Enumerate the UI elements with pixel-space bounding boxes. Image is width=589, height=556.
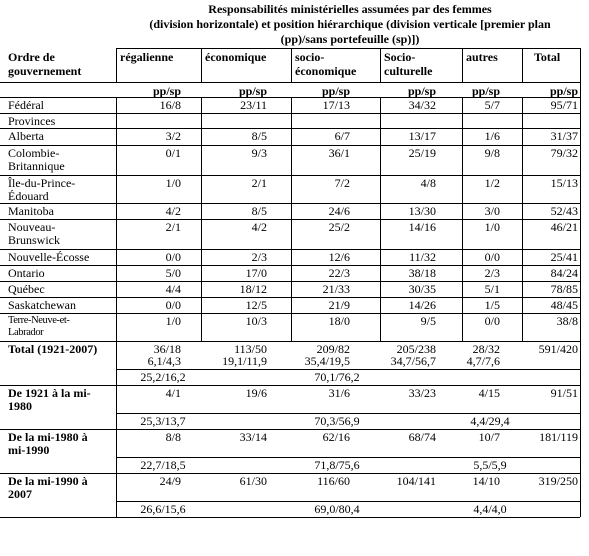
pp-sp-subheader: pp/sp [321,84,350,98]
row-label-line: Saskatchewan [8,298,76,312]
period-cell: 36/18 [153,342,181,356]
table-cell: 23/11 [240,98,267,112]
group-percentage-cell: 4,4/29,4 [470,414,510,428]
row-label [8,267,45,280]
row-label [8,99,44,112]
horizontal-rule [0,82,580,83]
table-cell: 21/9 [328,298,350,312]
table-cell: 0/0 [484,250,500,264]
row-label-line: De la mi-1990 à [8,474,88,488]
table-cell: 16/8 [159,98,181,112]
vertical-rule [201,48,202,82]
column-header-label: Socio- [384,50,416,64]
table-cell: 9/5 [420,314,436,328]
vertical-rule [380,48,381,82]
percentage-cell: 19,1/11,9 [222,354,267,368]
row-label-line: Île-du-Prince- [8,176,76,190]
table-cell: 6/7 [334,129,350,143]
row-label [8,283,45,296]
title-line-3: (pp)/sans portefeuille (sp)]) [280,32,420,46]
percentage-cell: 34,7/56,7 [390,354,436,368]
period-cell: 205/238 [396,342,436,356]
percentage-cell: 35,4/19,5 [304,354,350,368]
table-cell: 14/26 [408,298,436,312]
period-cell: 91/51 [550,386,578,400]
period-cell: 31/6 [328,386,350,400]
table-cell: 78/85 [550,282,578,296]
row-label-line: Alberta [8,129,44,143]
table-cell: 25/2 [328,220,350,234]
table-cell: 24/6 [328,204,350,218]
group-percentage-cell: 71,8/75,6 [314,458,360,472]
pp-sp-subheader: pp/sp [549,84,578,98]
table-cell: 1/2 [484,176,500,190]
period-cell: 209/82 [316,342,350,356]
table-cell: 1/0 [484,220,500,234]
row-label [8,387,91,413]
row-label [8,205,54,218]
row-label-line: 1980 [8,399,32,413]
table-cell: 34/32 [408,98,436,112]
row-label [8,147,65,173]
row-label-line: Manitoba [8,204,54,218]
column-header-label: économique [295,64,357,78]
row-label [8,299,76,312]
row-label-line: De la mi-1980 à [8,430,88,444]
column-header-label: régalienne [120,50,174,64]
row-label [8,130,44,143]
column-header-total [534,50,560,64]
table-cell: 22/3 [328,266,350,280]
row-label [8,315,69,339]
table-title [120,2,580,47]
table-cell: 36/1 [328,146,350,160]
period-cell: 8/8 [165,430,181,444]
period-cell: 4/15 [478,386,500,400]
table-cell: 48/45 [550,298,578,312]
table-cell: 79/32 [550,146,578,160]
table-cell: 30/35 [408,282,436,296]
period-cell: 4/1 [165,386,181,400]
row-label [8,343,97,356]
group-percentage-cell: 22,7/18,5 [140,458,186,472]
group-percentage-cell: 70,3/56,9 [314,414,360,428]
table-cell: 8/5 [251,204,267,218]
pp-sp-subheader: pp/sp [407,84,436,98]
period-cell: 104/141 [396,474,436,488]
table-cell: 7/2 [334,176,350,190]
column-header-label: culturelle [384,64,433,78]
row-label-line: Total (1921-2007) [8,342,98,356]
table-cell: 52/43 [550,204,578,218]
table-cell: 3/0 [484,204,500,218]
group-percentage-cell: 25,3/13,7 [140,414,186,428]
row-label-line: Ontario [8,266,45,280]
period-cell: 61/30 [239,474,267,488]
title-line-2: (division horizontale) et position hiérarchique (division verticale [premier plan [149,17,551,31]
table-cell: 38/18 [408,266,436,280]
group-percentage-cell: 5,5/5,9 [473,458,507,472]
table-cell: 25/41 [550,250,578,264]
vertical-rule [462,48,463,82]
row-label [8,251,89,264]
vertical-rule [291,48,292,82]
table-cell: 2/1 [251,176,267,190]
row-label-line: Édouard [8,189,49,203]
table-cell: 38/8 [556,314,578,328]
table-cell: 17/0 [245,266,267,280]
horizontal-rule [116,48,580,49]
period-cell: 33/23 [408,386,436,400]
group-percentage-cell: 4,4/4,0 [473,502,507,516]
group-percentage-cell: 69,0/80,4 [314,502,360,516]
column-header-label: autres [466,50,498,64]
table-cell: 18/12 [239,282,267,296]
table-cell: 0/0 [165,250,181,264]
table-cell: 10/3 [245,314,267,328]
period-cell: 33/14 [239,430,267,444]
period-cell: 24/9 [159,474,181,488]
row-label-line: Nouvelle-Écosse [8,250,90,264]
table-cell: 1/5 [484,298,500,312]
horizontal-rule [0,113,580,114]
column-header-label: Total [534,50,561,64]
table-cell: 14/16 [408,220,436,234]
period-cell: 181/119 [539,430,578,444]
row-label [8,475,88,501]
group-percentage-cell: 70,1/76,2 [314,370,360,384]
vertical-rule [522,48,523,82]
title-line-1: Responsabilités ministérielles assumées par des femmes [208,2,492,16]
period-cell: 113/50 [234,342,267,356]
table-cell: 0/1 [165,146,181,160]
row-label-line: Nouveau- [8,220,56,234]
pp-sp-subheader: pp/sp [238,84,267,98]
table-cell: 15/13 [550,176,578,190]
table-cell: 12/6 [328,250,350,264]
row-label-line: Fédéral [8,98,44,112]
table-cell: 3/2 [165,129,181,143]
row-label [8,177,75,203]
table-cell: 21/33 [322,282,350,296]
pp-sp-subheader: pp/sp [471,84,500,98]
table-cell: 12/5 [245,298,267,312]
table-cell: 2/3 [251,250,267,264]
column-header-socio-economique [295,50,356,78]
table-cell: 5/0 [165,266,181,280]
pp-sp-subheader: pp/sp [152,84,181,98]
period-cell: 591/420 [538,342,578,356]
table-cell: 4/4 [165,282,181,296]
table-cell: 95/71 [550,98,578,112]
table-cell: 5/7 [484,98,500,112]
table-cell: 8/5 [251,129,267,143]
table-cell: 9/8 [484,146,500,160]
row-header-title [8,50,113,78]
period-cell: 319/250 [538,474,578,488]
table-cell: 46/21 [550,220,578,234]
table-cell: 4/8 [420,176,436,190]
table-cell: 1/0 [165,176,181,190]
table-cell: 0/0 [165,298,181,312]
group-percentage-cell: 26,6/15,6 [140,502,186,516]
column-header-economique [205,50,266,64]
table-cell: 17/13 [322,98,350,112]
row-label-line: mi-1990 [8,443,50,457]
row-label-line: Terre-Neuve-et- [8,315,70,326]
table-cell: 5/1 [484,282,500,296]
table-cell: 4/2 [165,204,181,218]
row-label-line: Labrador [8,327,44,338]
table-cell: 18/0 [328,314,350,328]
row-label [8,221,60,247]
row-label-line: Provinces [8,114,56,128]
column-header-label: économique [205,50,267,64]
table-cell: 9/3 [251,146,267,160]
table-cell: 1/0 [165,314,181,328]
percentage-cell: 6,1/4,3 [147,354,181,368]
table-cell: 11/32 [409,250,436,264]
vertical-rule [580,48,581,517]
table-cell: 25/19 [408,146,436,160]
period-cell: 62/16 [322,430,350,444]
table-cell: 1/6 [484,129,500,143]
table-cell: 2/3 [484,266,500,280]
horizontal-rule [0,517,580,518]
row-label-line: Québec [8,282,45,296]
period-cell: 19/6 [245,386,267,400]
column-header-label: socio- [295,50,325,64]
period-cell: 116/60 [317,474,350,488]
table-cell: 84/24 [550,266,578,280]
period-cell: 68/74 [408,430,436,444]
percentage-cell: 4,7/7,6 [466,354,500,368]
vertical-rule [116,48,117,82]
column-header-autres [466,50,498,64]
row-label-line: 2007 [8,487,32,501]
table-cell: 2/1 [165,220,181,234]
period-cell: 10/7 [478,430,500,444]
column-header-socio-culturelle [384,50,432,78]
table-cell: 31/37 [550,129,578,143]
table-cell: 13/30 [408,204,436,218]
period-cell: 28/32 [472,342,500,356]
table-cell: 13/17 [408,129,436,143]
row-label [8,431,88,457]
row-label [8,115,55,128]
row-header-title-line-1: Ordre de [8,50,55,64]
period-cell: 14/10 [472,474,500,488]
row-header-title-line-2: gouvernement [8,64,82,78]
row-label-line: Colombie- [8,146,60,160]
table-cell: 0/0 [484,314,500,328]
row-label-line: De 1921 à la mi- [8,386,91,400]
row-label-line: Brunswick [8,233,60,247]
row-label-line: Britannique [8,159,65,173]
group-percentage-cell: 25,2/16,2 [140,370,186,384]
table-cell: 4/2 [251,220,267,234]
column-header-regalienne [120,50,173,64]
